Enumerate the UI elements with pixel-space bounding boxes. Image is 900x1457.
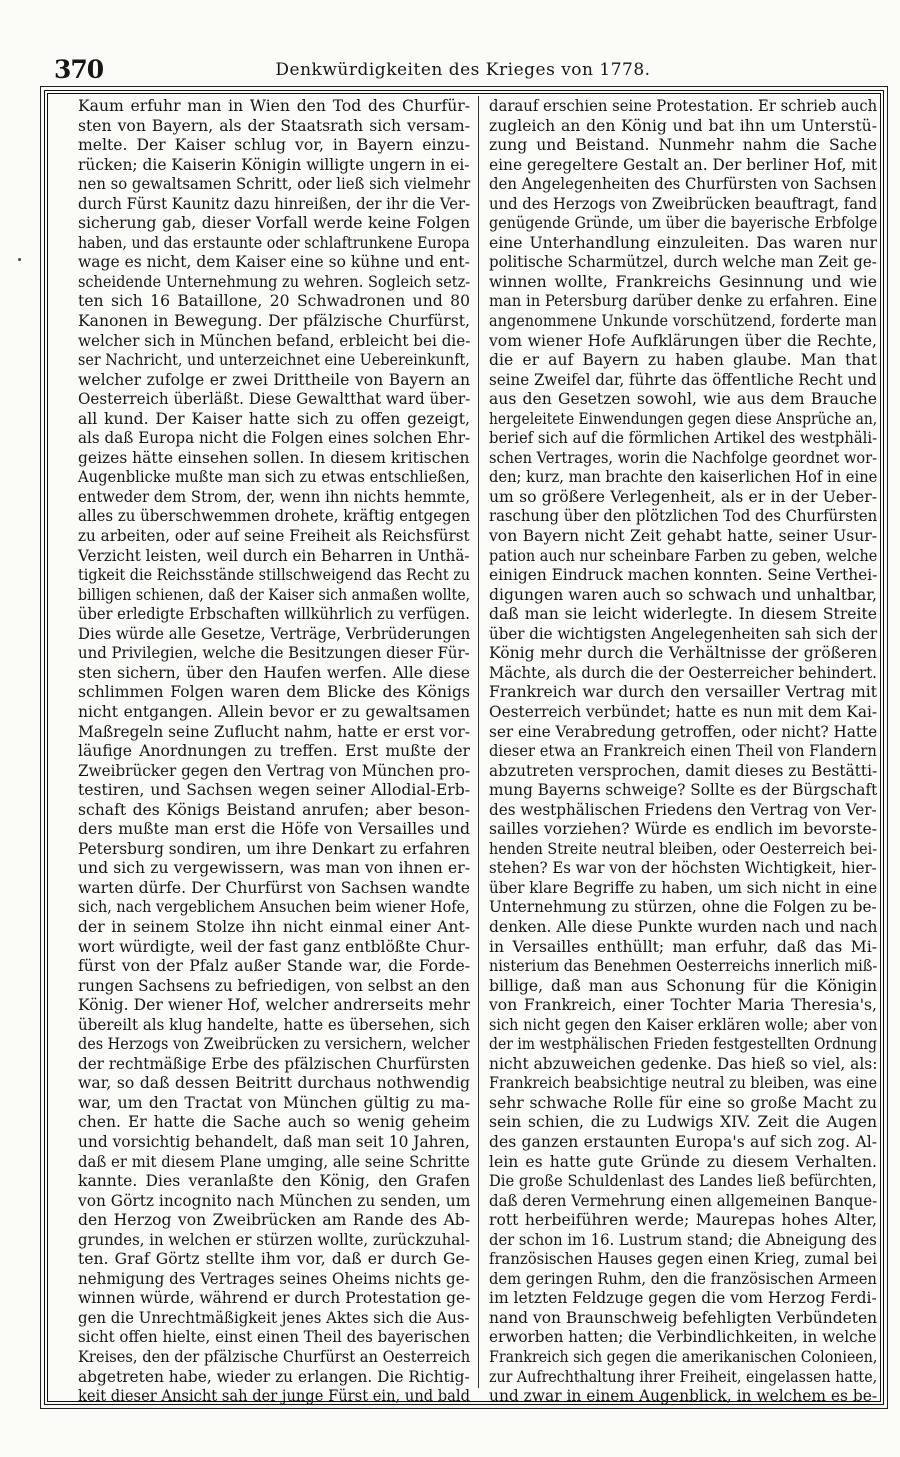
text-line: henden Streite neutral bleiben, oder Oesterreich bei- xyxy=(489,839,878,858)
text-line: Maßregeln seine Zuflucht nahm, hatte er erst vor- xyxy=(78,722,470,741)
text-line: testiren, und Sachsen wegen seiner Allodial-Erb- xyxy=(78,781,470,800)
text-line: ten sich 16 Bataillone, 20 Schwadronen und 80 xyxy=(78,292,470,311)
text-line: nand von Braunschweig befehligten Verbündeten xyxy=(489,1308,878,1327)
text-line: man in Petersburg darüber denke zu erfahren. Eine xyxy=(489,292,878,311)
text-line: sich nicht gegen den Kaiser erklären wolle; aber von xyxy=(489,1015,878,1034)
text-line: winnen wollte, Frankreichs Gesinnung und wie xyxy=(489,272,877,291)
text-line: chen. Er hatte die Sache auch so wenig geheim xyxy=(78,1113,470,1132)
text-line: denken. Alle diese Punkte wurden nach und nach xyxy=(489,917,878,936)
text-line: darauf erschien seine Protestation. Er schrieb auch xyxy=(489,97,878,115)
text-line: den Angelegenheiten des Churfürsten von Sachsen xyxy=(489,175,877,194)
text-line: Verzicht leisten, weil durch ein Beharren in Unthä- xyxy=(78,546,470,565)
text-line: nisterium das Benehmen Oesterreichs innerlich miß- xyxy=(489,957,878,976)
page-header xyxy=(48,52,878,88)
text-line: dieser etwa an Frankreich einen Theil von Flandern xyxy=(489,742,877,761)
text-line: die er auf Bayern zu haben glaube. Man that xyxy=(489,351,877,370)
left-column xyxy=(78,97,471,1406)
text-line: rungen Sachsens zu befriedigen, von selbst an den xyxy=(78,976,470,995)
text-line: und vorsichtig behandelt, daß man seit 10 Jahren, xyxy=(78,1132,470,1151)
text-line: Frankreich beabsichtige neutral zu bleiben, was eine xyxy=(489,1074,878,1093)
text-line: schaft des Königs Beistand anrufen; aber beson- xyxy=(78,800,470,819)
text-line: um so größere Verlegenheit, als er in der Ueber- xyxy=(489,487,877,506)
text-line: des westphälischen Friedens den Vertrag von Ver- xyxy=(489,800,877,819)
text-line: rott herbeiführen werde; Maurepas hohes Alter, xyxy=(489,1211,877,1230)
text-line: Petersburg sondiren, um ihre Denkart zu erfahren xyxy=(78,839,470,858)
text-line: wage es nicht, dem Kaiser eine so kühne und ent- xyxy=(78,253,470,272)
text-line: alles zu überschwemmen drohete, kräftig entgegen xyxy=(78,507,471,526)
text-line: winnen würde, während er durch Protestation ge- xyxy=(78,1289,471,1308)
text-line: und des Herzogs von Zweibrücken beauftragt, fand xyxy=(489,194,878,213)
text-line: aus den Gesetzen sowohl, wie aus dem Brauche xyxy=(489,390,877,409)
text-line: sten sichern, über den Haufen werfen. Alle diese xyxy=(78,663,470,682)
text-line: daß man sie leicht widerlegte. In diesem Streite xyxy=(489,605,877,624)
text-line: scheidende Unternehmung zu wehren. Sogleich setz- xyxy=(78,272,471,291)
text-line: sich, nach vergeblichem Ansuchen beim wiener Hofe, xyxy=(78,898,470,917)
text-line: sailles vorziehen? Würde es endlich im bevorste- xyxy=(489,820,877,839)
text-line: einigen Eindruck machen konnten. Seine Verthei- xyxy=(489,566,878,585)
text-line: zu arbeiten, oder auf seine Freiheit als Reichsfürst xyxy=(78,527,470,546)
text-line: sicht offen hielte, einst einen Theil des bayerischen xyxy=(78,1328,470,1347)
text-line: zur Aufrechthaltung ihrer Freiheit, eingelassen hatte, xyxy=(489,1367,878,1386)
text-line: abzutreten versprochen, damit dieses zu Bestätti- xyxy=(489,761,878,780)
text-line: Frankreich war durch den versailler Vertrag mit xyxy=(489,683,877,702)
margin-dot xyxy=(18,258,21,261)
text-line: von Frankreich, einer Tochter Maria Theresia's, xyxy=(489,996,877,1015)
text-line: billigen schienen, daß der Kaiser sich anmaßen wollte, xyxy=(78,585,471,604)
right-column xyxy=(489,97,878,1406)
text-line: zung und Beistand. Nunmehr nahm die Sache xyxy=(489,136,877,155)
text-line: über die wichtigsten Angelegenheiten sah sich der xyxy=(489,624,878,643)
text-line: des ganzen erstaunten Europa's auf sich zog. Al- xyxy=(489,1132,877,1151)
text-line: genügende Gründe, um über die bayerische Erbfolge xyxy=(489,214,878,233)
text-line: nicht abzuweichen gedenke. Das hieß so viel, als: xyxy=(489,1054,878,1073)
text-line: melte. Der Kaiser schlug vor, in Bayern einzu- xyxy=(78,136,470,155)
text-line: tigkeit die Reichsstände stillschweigend das Recht zu xyxy=(78,566,471,585)
text-line: im letzten Feldzuge gegen die vom Herzog Ferdi- xyxy=(489,1289,877,1308)
text-line: dem geringen Ruhm, den die französischen Armeen xyxy=(489,1269,877,1288)
text-line: all kund. Der Kaiser hatte sich zu offen gezeigt, xyxy=(78,409,470,428)
text-line: stehen? Es war von der höchsten Wichtigkeit, hier- xyxy=(489,859,877,878)
text-line: hergeleitete Einwendungen gegen diese Ansprüche an, xyxy=(489,409,878,428)
text-line: der rechtmäßige Erbe des pfälzischen Churfürsten xyxy=(78,1054,470,1073)
text-line: entweder dem Strom, der, wenn ihn nichts hemmte, xyxy=(78,487,471,506)
text-line: haben, und das erstaunte oder schlaftrunkene Europa xyxy=(78,233,470,252)
text-line: Augenblicke mußte man sich zu etwas entschließen, xyxy=(78,468,470,487)
page-number: 370 xyxy=(54,55,104,84)
text-line: war, so daß dessen Beitritt durchaus nothwendig xyxy=(78,1074,470,1093)
text-line: gen die Unrechtmäßigkeit jenes Aktes sich die Aus- xyxy=(78,1308,470,1327)
text-line: pation auch nur scheinbare Farben zu geben, welche xyxy=(489,546,878,565)
text-line: Kreises, den der pfälzische Churfürst an Oesterreich xyxy=(78,1348,471,1366)
text-line: und zwar in einem Augenblick, in welchem es be- xyxy=(489,1387,878,1406)
text-line: Oesterreich überläßt. Diese Gewaltthat ward über- xyxy=(78,390,471,409)
text-line: seine Zweifel dar, führte das öffentliche Recht und xyxy=(489,370,877,389)
text-line: schen Vertrages, worin die Nachfolge geordnet wor- xyxy=(489,448,877,467)
text-line: und Privilegien, welche die Besitzungen dieser Für- xyxy=(78,644,470,663)
text-line: Zweibrücker gegen den Vertrag von München pro- xyxy=(78,761,471,780)
text-line: keit dieser Ansicht sah der junge Fürst ein, und bald xyxy=(78,1387,471,1406)
text-line: der schon im 16. Lustrum stand; die Abneigung des xyxy=(489,1230,877,1249)
text-line: angenommene Unkunde vorschützend, forderte man xyxy=(489,312,877,331)
text-line: abgetreten habe, wieder zu erlangen. Die Richtig- xyxy=(78,1367,470,1386)
text-line: eine Unterhandlung einzuleiten. Das waren nur xyxy=(489,233,877,252)
text-line: in Versailles enthüllt; man erfuhr, daß das Mi- xyxy=(489,937,877,956)
text-line: und sich zu vergewissern, was man von ihnen er- xyxy=(78,859,470,878)
text-line: über erledigte Erbschaften willkührlich zu verfügen. xyxy=(78,605,470,624)
text-line: der im westphälischen Frieden festgestellten Ordnung xyxy=(489,1035,877,1054)
text-line: der in seinem Stolze ihn nicht einmal einer Ant- xyxy=(78,917,470,936)
text-line: sehr schwache Rolle für eine so große Macht zu xyxy=(489,1093,877,1112)
text-line: ser Nachricht, und unterzeichnet eine Uebereinkunft, xyxy=(78,351,470,370)
text-line: Kaum erfuhr man in Wien den Tod des Churfür- xyxy=(78,97,470,115)
text-line: Mächte, als durch die der Oesterreicher behindert. xyxy=(489,663,877,682)
text-line: warten dürfe. Der Churfürst von Sachsen wandte xyxy=(78,878,470,897)
text-line: des Herzogs von Zweibrücken zu versichern, welcher xyxy=(78,1035,470,1054)
text-line: berief sich auf die förmlichen Artikel des westphäli- xyxy=(489,429,878,448)
text-line: zugleich an den König und bat ihn um Unterstü- xyxy=(489,116,877,135)
text-line: eine geregeltere Gestalt an. Der berliner Hof, mit xyxy=(489,155,878,174)
text-line: als daß Europa nicht die Folgen eines solchen Ehr- xyxy=(78,429,471,448)
text-line: lein es hatte gute Gründe zu diesem Verhalten. xyxy=(489,1152,877,1171)
text-line: billige, daß man aus Schonung für die Königin xyxy=(489,976,877,995)
column-divider xyxy=(478,96,479,1388)
text-line: Unternehmung zu stürzen, ohne die Folgen zu be- xyxy=(489,898,877,917)
text-line: sten von Bayern, als der Staatsrath sich versam- xyxy=(78,116,470,135)
running-title: Denkwürdigkeiten des Krieges von 1778. xyxy=(275,60,651,80)
text-line: ser eine Verabredung getroffen, oder nicht? Hatte xyxy=(489,722,878,741)
text-line: französischen Hauses gegen einen Krieg, zumal bei xyxy=(489,1250,877,1269)
text-line: welcher sich in München befand, erbleicht bei die- xyxy=(78,331,471,350)
text-line: Oesterreich verbündet; hatte es nun mit dem Kai- xyxy=(489,702,878,721)
text-line: Dies würde alle Gesetze, Verträge, Verbrüderungen xyxy=(78,624,471,643)
text-line: welcher zufolge er zwei Drittheile von Bayern an xyxy=(78,370,470,389)
text-line: von Görtz incognito nach München zu senden, um xyxy=(78,1191,471,1210)
text-line: sicherung gab, dieser Vorfall werde keine Folgen xyxy=(78,214,470,233)
text-line: wort würdigte, weil der fast ganz entblößte Chur- xyxy=(78,937,471,956)
text-line: kannte. Dies veranlaßte den König, den Grafen xyxy=(78,1172,470,1191)
text-line: den; kurz, man brachte den kaiserlichen Hof in eine xyxy=(489,468,878,487)
text-line: schlimmen Folgen waren dem Blicke des Königs xyxy=(78,683,470,702)
text-line: raschung über den plötzlichen Tod des Churfürsten xyxy=(489,507,878,526)
text-line: König. Der wiener Hof, welcher andrerseits mehr xyxy=(78,996,470,1015)
text-line: den Herzog von Zweibrücken am Rande des Ab- xyxy=(78,1211,470,1230)
text-line: König mehr durch die Verhältnisse der größeren xyxy=(489,644,877,663)
text-line: vom wiener Hofe Aufklärungen über die Rechte, xyxy=(489,331,877,350)
text-line: Frankreich sich gegen die amerikanischen Colonieen, xyxy=(489,1348,878,1366)
text-line: daß deren Vermehrung einen allgemeinen Banque- xyxy=(489,1191,878,1210)
text-line: digungen waren auch so schwach und unhaltbar, xyxy=(489,585,877,604)
text-line: von Bayern nicht Zeit gehabt hatte, seiner Usur- xyxy=(489,527,877,546)
text-line: läufige Anordnungen zu treffen. Erst mußte der xyxy=(78,742,470,761)
text-line: politische Scharmützel, durch welche man Zeit ge- xyxy=(489,253,877,272)
text-line: nehmigung des Vertrages seines Oheims nichts ge- xyxy=(78,1269,470,1288)
text-line: mung Bayerns schweige? Sollte es der Bürgschaft xyxy=(489,781,878,800)
text-line: ten. Graf Görtz stellte ihm vor, daß er durch Ge- xyxy=(78,1250,470,1269)
text-line: grundes, in welchen er stürzen wollte, zurückzuhal- xyxy=(78,1230,470,1249)
text-line: fürst von der Pfalz außer Stande war, die Forde- xyxy=(78,957,470,976)
text-line: erworben hatten; die Verbindlichkeiten, in welche xyxy=(489,1328,877,1347)
text-line: nen so gewaltsamen Schritt, oder ließ sich vielmehr xyxy=(78,175,471,194)
text-line: ders mußte man erst die Höfe von Versailles und xyxy=(78,820,470,839)
text-line: Die große Schuldenlast des Landes ließ befürchten, xyxy=(489,1172,877,1191)
text-line: durch Fürst Kaunitz dazu hinreißen, der ihr die Ver- xyxy=(78,194,471,213)
text-line: nicht entgangen. Allein bevor er zu gewaltsamen xyxy=(78,702,470,721)
text-line: geizes hätte einsehen sollen. In diesem kritischen xyxy=(78,448,470,467)
text-line: rücken; die Kaiserin Königin willigte ungern in ei- xyxy=(78,155,470,174)
text-line: über klare Begriffe zu haben, um sich nicht in eine xyxy=(489,878,878,897)
text-line: übereilt als klug handelte, hatte es übersehen, sich xyxy=(78,1015,470,1034)
text-line: Kanonen in Bewegung. Der pfälzische Churfürst, xyxy=(78,312,470,331)
text-line: war, um den Tractat von München gültig zu ma- xyxy=(78,1093,470,1112)
text-line: sein schien, die zu Ludwigs XIV. Zeit die Augen xyxy=(489,1113,877,1132)
text-line: daß er mit diesem Plane umging, alle seine Schritte xyxy=(78,1152,470,1171)
